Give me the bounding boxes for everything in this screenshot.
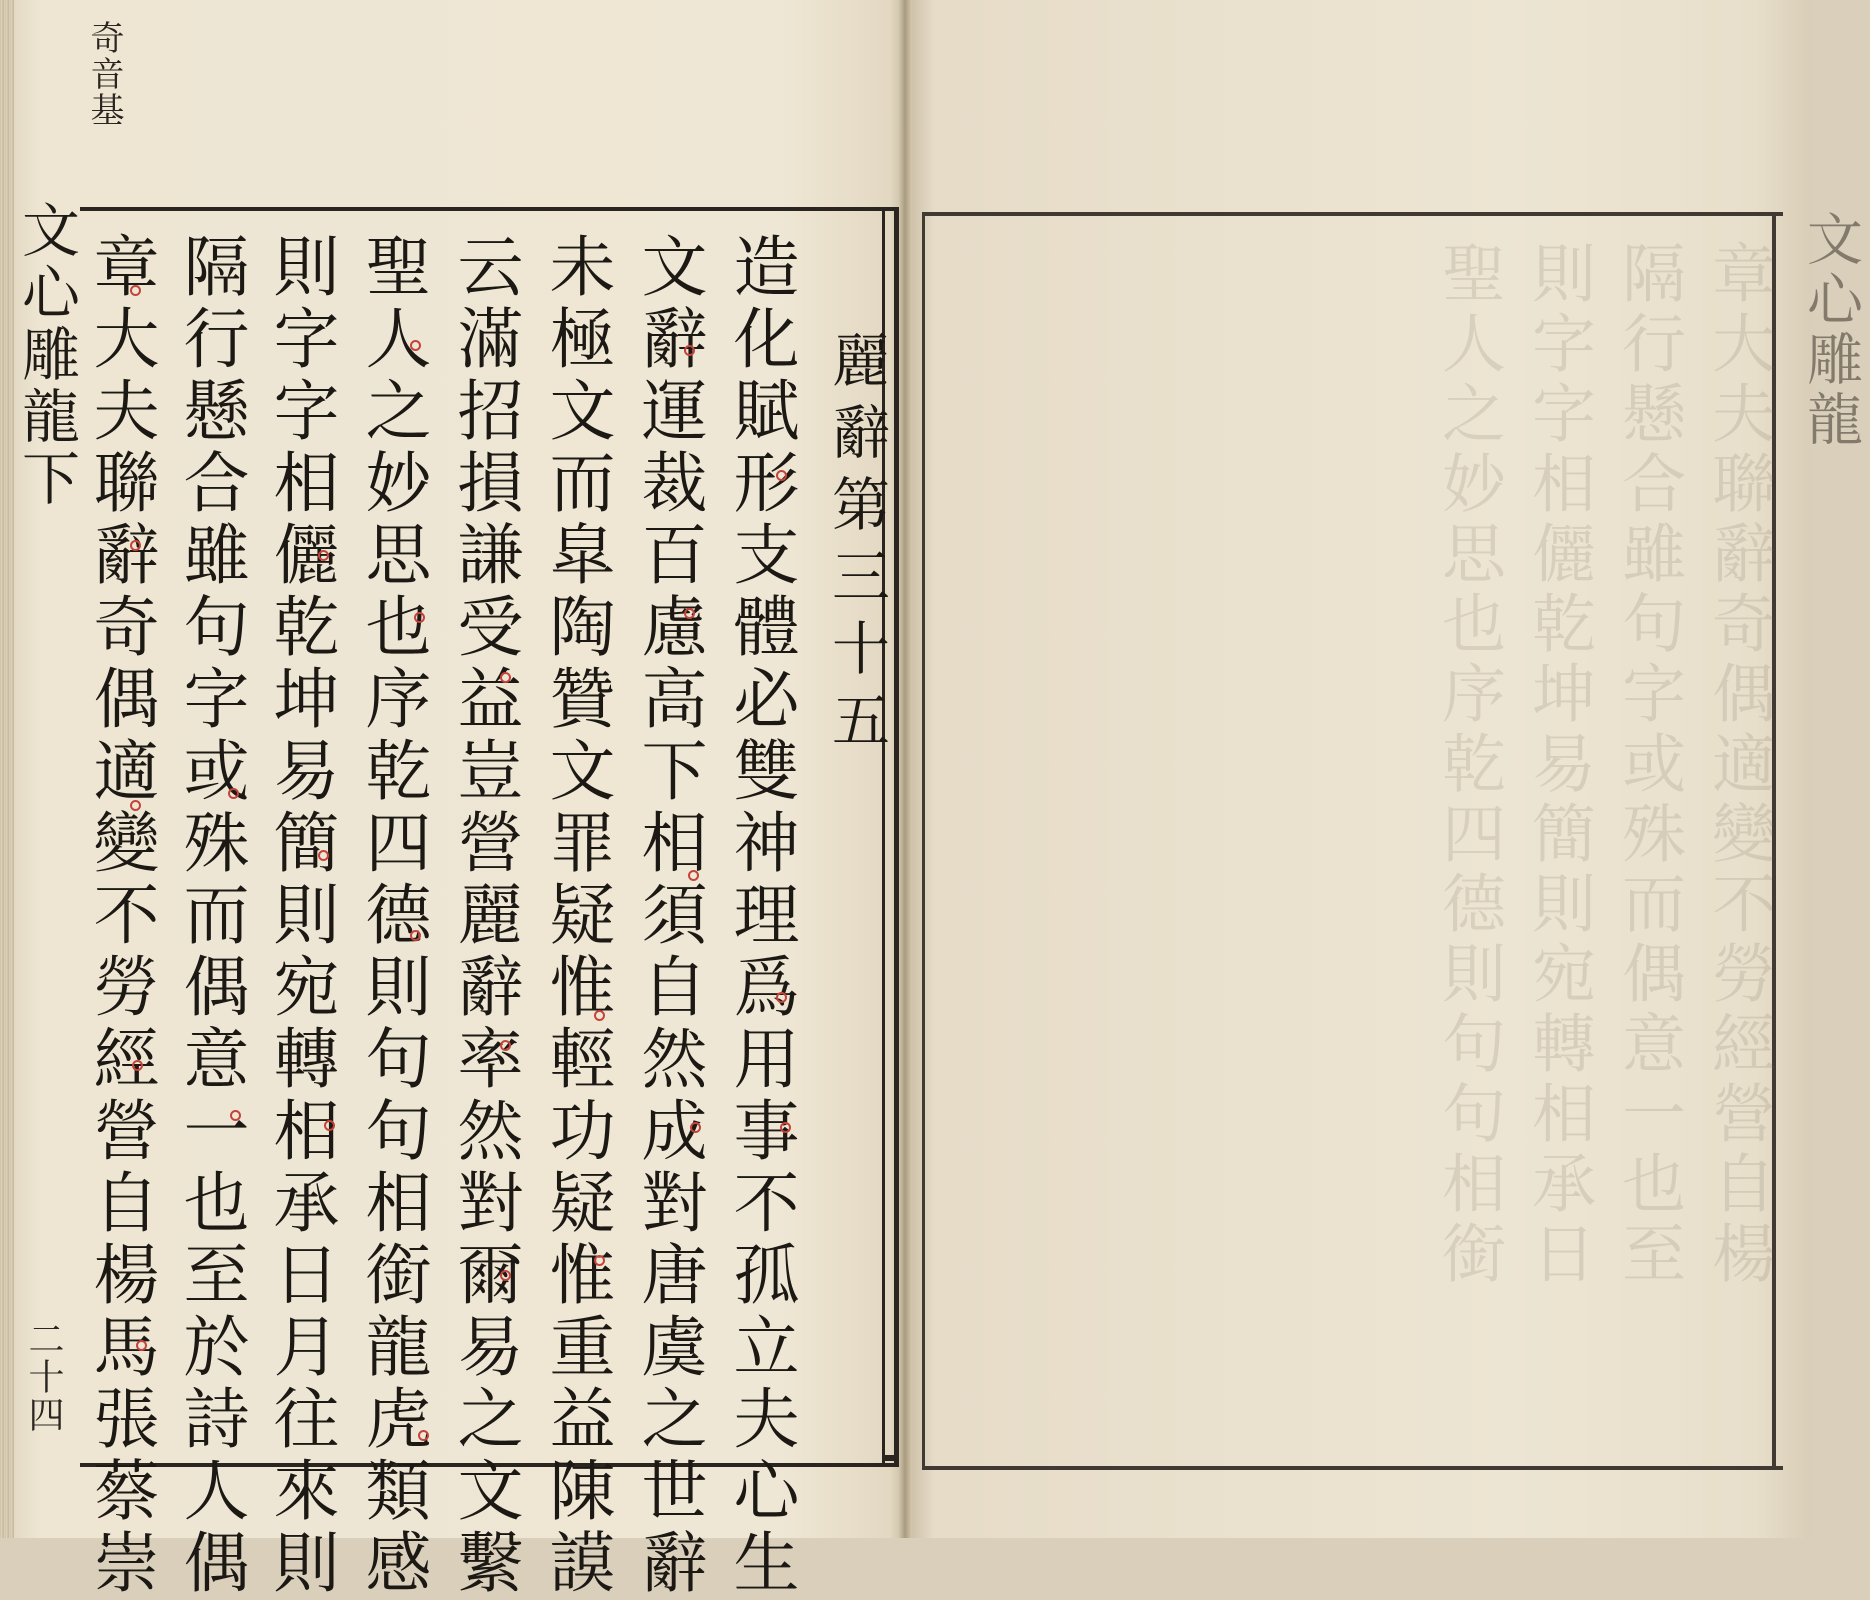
- punctuation-mark: [130, 800, 141, 811]
- text-column-6: 則字字相儷乾坤易簡則宛轉相承日月往來則: [262, 232, 339, 1600]
- punctuation-mark: [130, 285, 141, 296]
- punctuation-mark: [418, 1430, 429, 1441]
- punctuation-mark: [500, 672, 511, 683]
- punctuation-mark: [688, 870, 699, 881]
- punctuation-mark: [776, 470, 787, 481]
- frame-corner: [882, 1455, 896, 1461]
- folio-number: 二十四: [23, 1320, 64, 1434]
- punctuation-mark: [780, 1122, 791, 1133]
- text-column-7: 隔行懸合雖句字或殊而偶意一也至於詩人偶: [172, 232, 249, 1600]
- punctuation-mark: [318, 850, 329, 861]
- punctuation-mark: [690, 1122, 701, 1133]
- punctuation-mark: [130, 540, 141, 551]
- ghost-column: 隔行懸合雖句字或殊而偶意一也至: [1611, 240, 1685, 1290]
- book-gutter: [898, 0, 912, 1538]
- punctuation-mark: [136, 1340, 147, 1351]
- punctuation-mark: [410, 930, 421, 941]
- punctuation-mark: [228, 788, 239, 799]
- chapter-title: 麗辭第三十五: [822, 330, 890, 762]
- punctuation-mark: [500, 1040, 511, 1051]
- text-column-1: 造化賦形支體必雙神理爲用事不孤立夫心生: [722, 232, 799, 1600]
- punctuation-mark: [132, 1060, 143, 1071]
- ghost-column: 則字字相儷乾坤易簡則宛轉相承日: [1521, 240, 1595, 1290]
- punctuation-mark: [318, 550, 329, 561]
- punctuation-mark: [776, 992, 787, 1003]
- punctuation-mark: [594, 1255, 605, 1266]
- punctuation-mark: [324, 1120, 335, 1131]
- text-column-3: 未極文而皐陶贊文罪疑惟輕功疑惟重益陳謨: [538, 232, 615, 1600]
- ghost-column: 聖人之妙思也序乾四德則句句相銜: [1431, 240, 1505, 1290]
- text-column-2: 文辭運裁百慮高下相須自然成對唐虞之世辭: [630, 232, 707, 1600]
- punctuation-mark: [500, 1270, 511, 1281]
- text-column-4: 云滿招損謙受益豈營麗辭率然對爾易之文繫: [446, 232, 523, 1600]
- page-header: 奇音基: [84, 20, 124, 128]
- text-column-5: 聖人之妙思也序乾四德則句句相銜龍虎類感: [354, 232, 431, 1600]
- text-column-8: 章大夫聯辭奇偶適變不勞經營自楊馬張蔡崇: [82, 232, 159, 1600]
- ghost-column: 章大夫聯辭奇偶適變不勞經營自楊: [1701, 240, 1775, 1290]
- ghost-spine-title: 文心雕龍: [1798, 210, 1863, 450]
- punctuation-mark: [410, 340, 421, 351]
- punctuation-mark: [594, 1010, 605, 1021]
- punctuation-mark: [414, 612, 425, 623]
- punctuation-mark: [684, 345, 695, 356]
- punctuation-mark: [230, 1110, 241, 1121]
- spine-title: 文心雕龍下: [12, 200, 80, 510]
- punctuation-mark: [684, 608, 695, 619]
